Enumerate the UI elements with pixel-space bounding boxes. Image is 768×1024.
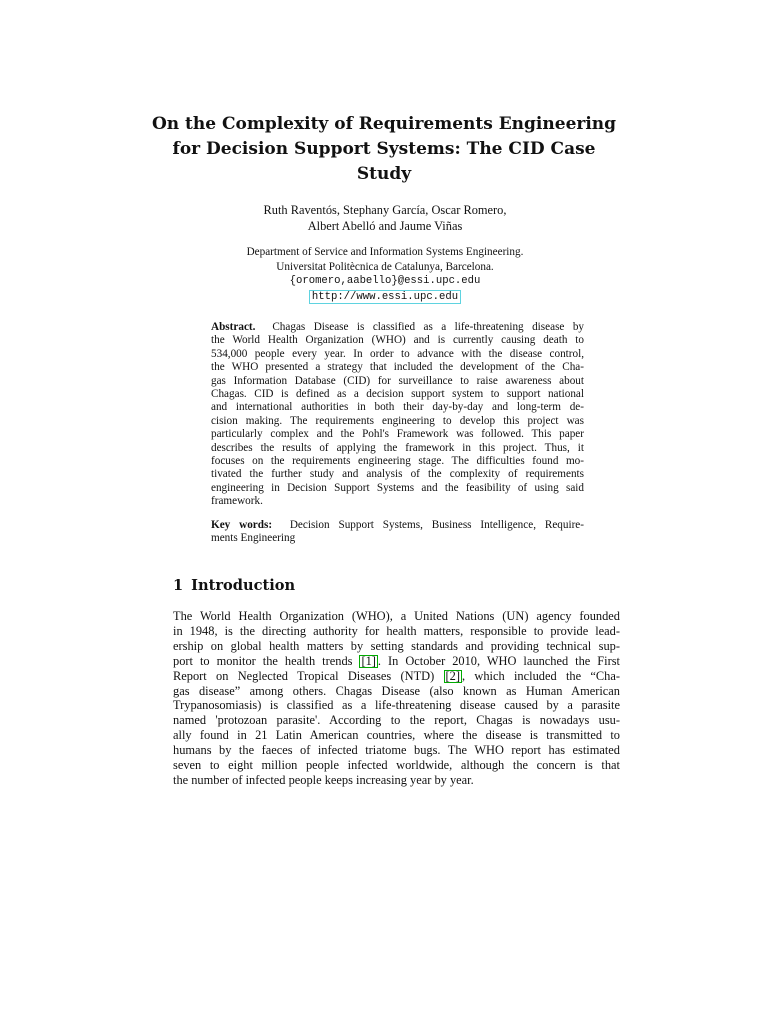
authors-line: Ruth Raventós, Stephany García, Oscar Romero, — [263, 203, 507, 217]
title-line: On the Complexity of Requirements Engineering — [151, 114, 617, 134]
paper-title — [150, 112, 618, 187]
body-line: Trypanosomiasis) is classified as a life-threatening disease caused by a parasite — [173, 698, 620, 713]
citation-link[interactable]: [2] — [445, 668, 460, 683]
section-title: Introduction — [191, 577, 296, 594]
body-line: humans by the faeces of infected triatome bugs. The WHO report has estimated — [173, 743, 620, 758]
website-link[interactable]: http://www.essi.upc.edu — [309, 290, 461, 304]
abstract-line: cision making. The requirements engineering to develop this project was — [211, 414, 584, 427]
body-line: The World Health Organization (WHO), a United Nations (UN) agency founded — [173, 609, 620, 623]
body-line: in 1948, is the directing authority for health matters, responsible to provide lead- — [173, 623, 620, 638]
abstract-line: the World Health Organization (WHO) and is currently causing death to — [211, 334, 584, 347]
affiliation-block — [160, 245, 610, 304]
section-heading — [173, 576, 295, 596]
authors-line: Albert Abelló and Jaume Viñas — [307, 218, 463, 233]
department: Department of Service and Information Systems Engineering. — [246, 246, 524, 258]
body-line: ership on global health matters by setting standards and providing technical sup- — [173, 638, 620, 653]
abstract-line: focuses on the requirements engineering stage. The difficulties found mo- — [211, 455, 584, 468]
keywords — [211, 519, 584, 546]
abstract-line: engineering in Decision Support Systems and the feasibility of using said — [211, 481, 584, 494]
abstract-line: gas Information Database (CID) for surveillance to raise awareness about — [211, 374, 584, 387]
title-line: Study — [356, 164, 412, 184]
body-line: ally found in 21 Latin American countries, where the disease is transmitted to — [173, 728, 620, 743]
abstract-line: particularly complex and the Pohl's Framework was followed. This paper — [211, 428, 584, 441]
body-line: named 'protozoan parasite'. According to the report, Chagas is nowadays usu- — [173, 713, 620, 728]
abstract-line: tivated the further study and analysis of the complexity of requirements — [211, 468, 584, 481]
author-list — [160, 203, 610, 234]
abstract-line: Chagas. CID is defined as a decision support system to support national — [211, 388, 584, 401]
keywords-line: ments Engineering — [211, 532, 296, 545]
university: Universitat Politècnica de Catalunya, Barcelona. — [276, 260, 494, 273]
section-number: 1 — [173, 577, 184, 594]
abstract — [211, 321, 584, 509]
body-line: gas disease” among others. Chagas Disease (also known as Human American — [173, 683, 620, 698]
abstract-label: Abstract. — [211, 321, 256, 333]
body-line: the number of infected people keeps increasing year by year. — [173, 772, 474, 787]
abstract-line: Abstract. Chagas Disease is classified as a life-threatening disease by — [211, 321, 585, 333]
abstract-line: the WHO presented a strategy that included the development of the Cha- — [211, 361, 584, 374]
body-line: port to monitor the health trends [1] . In October 2010, WHO launched the First — [173, 653, 620, 668]
keywords-line: Key words: Decision Support Systems, Business Intelligence, Require- — [211, 519, 585, 531]
keywords-label: Key words: — [211, 519, 273, 531]
body-line: seven to eight million people infected worldwide, although the concern is that — [173, 758, 620, 773]
introduction-body — [173, 609, 620, 788]
author-email: {oromero,aabello}@essi.upc.edu — [289, 275, 481, 287]
title-line: for Decision Support Systems: The CID Case — [172, 139, 596, 159]
body-line: Report on Neglected Tropical Diseases (NTD) [2] , which included the “Cha- — [173, 668, 620, 683]
abstract-line: describes the results of applying the framework in this project. Thus, it — [211, 441, 584, 454]
citation-link[interactable]: [1] — [361, 653, 376, 668]
abstract-line: framework. — [211, 495, 263, 508]
abstract-line: and international authorities in both their day-by-day and long-term de- — [211, 401, 584, 414]
abstract-line: 534,000 people every year. In order to advance with the disease control, — [211, 347, 584, 360]
